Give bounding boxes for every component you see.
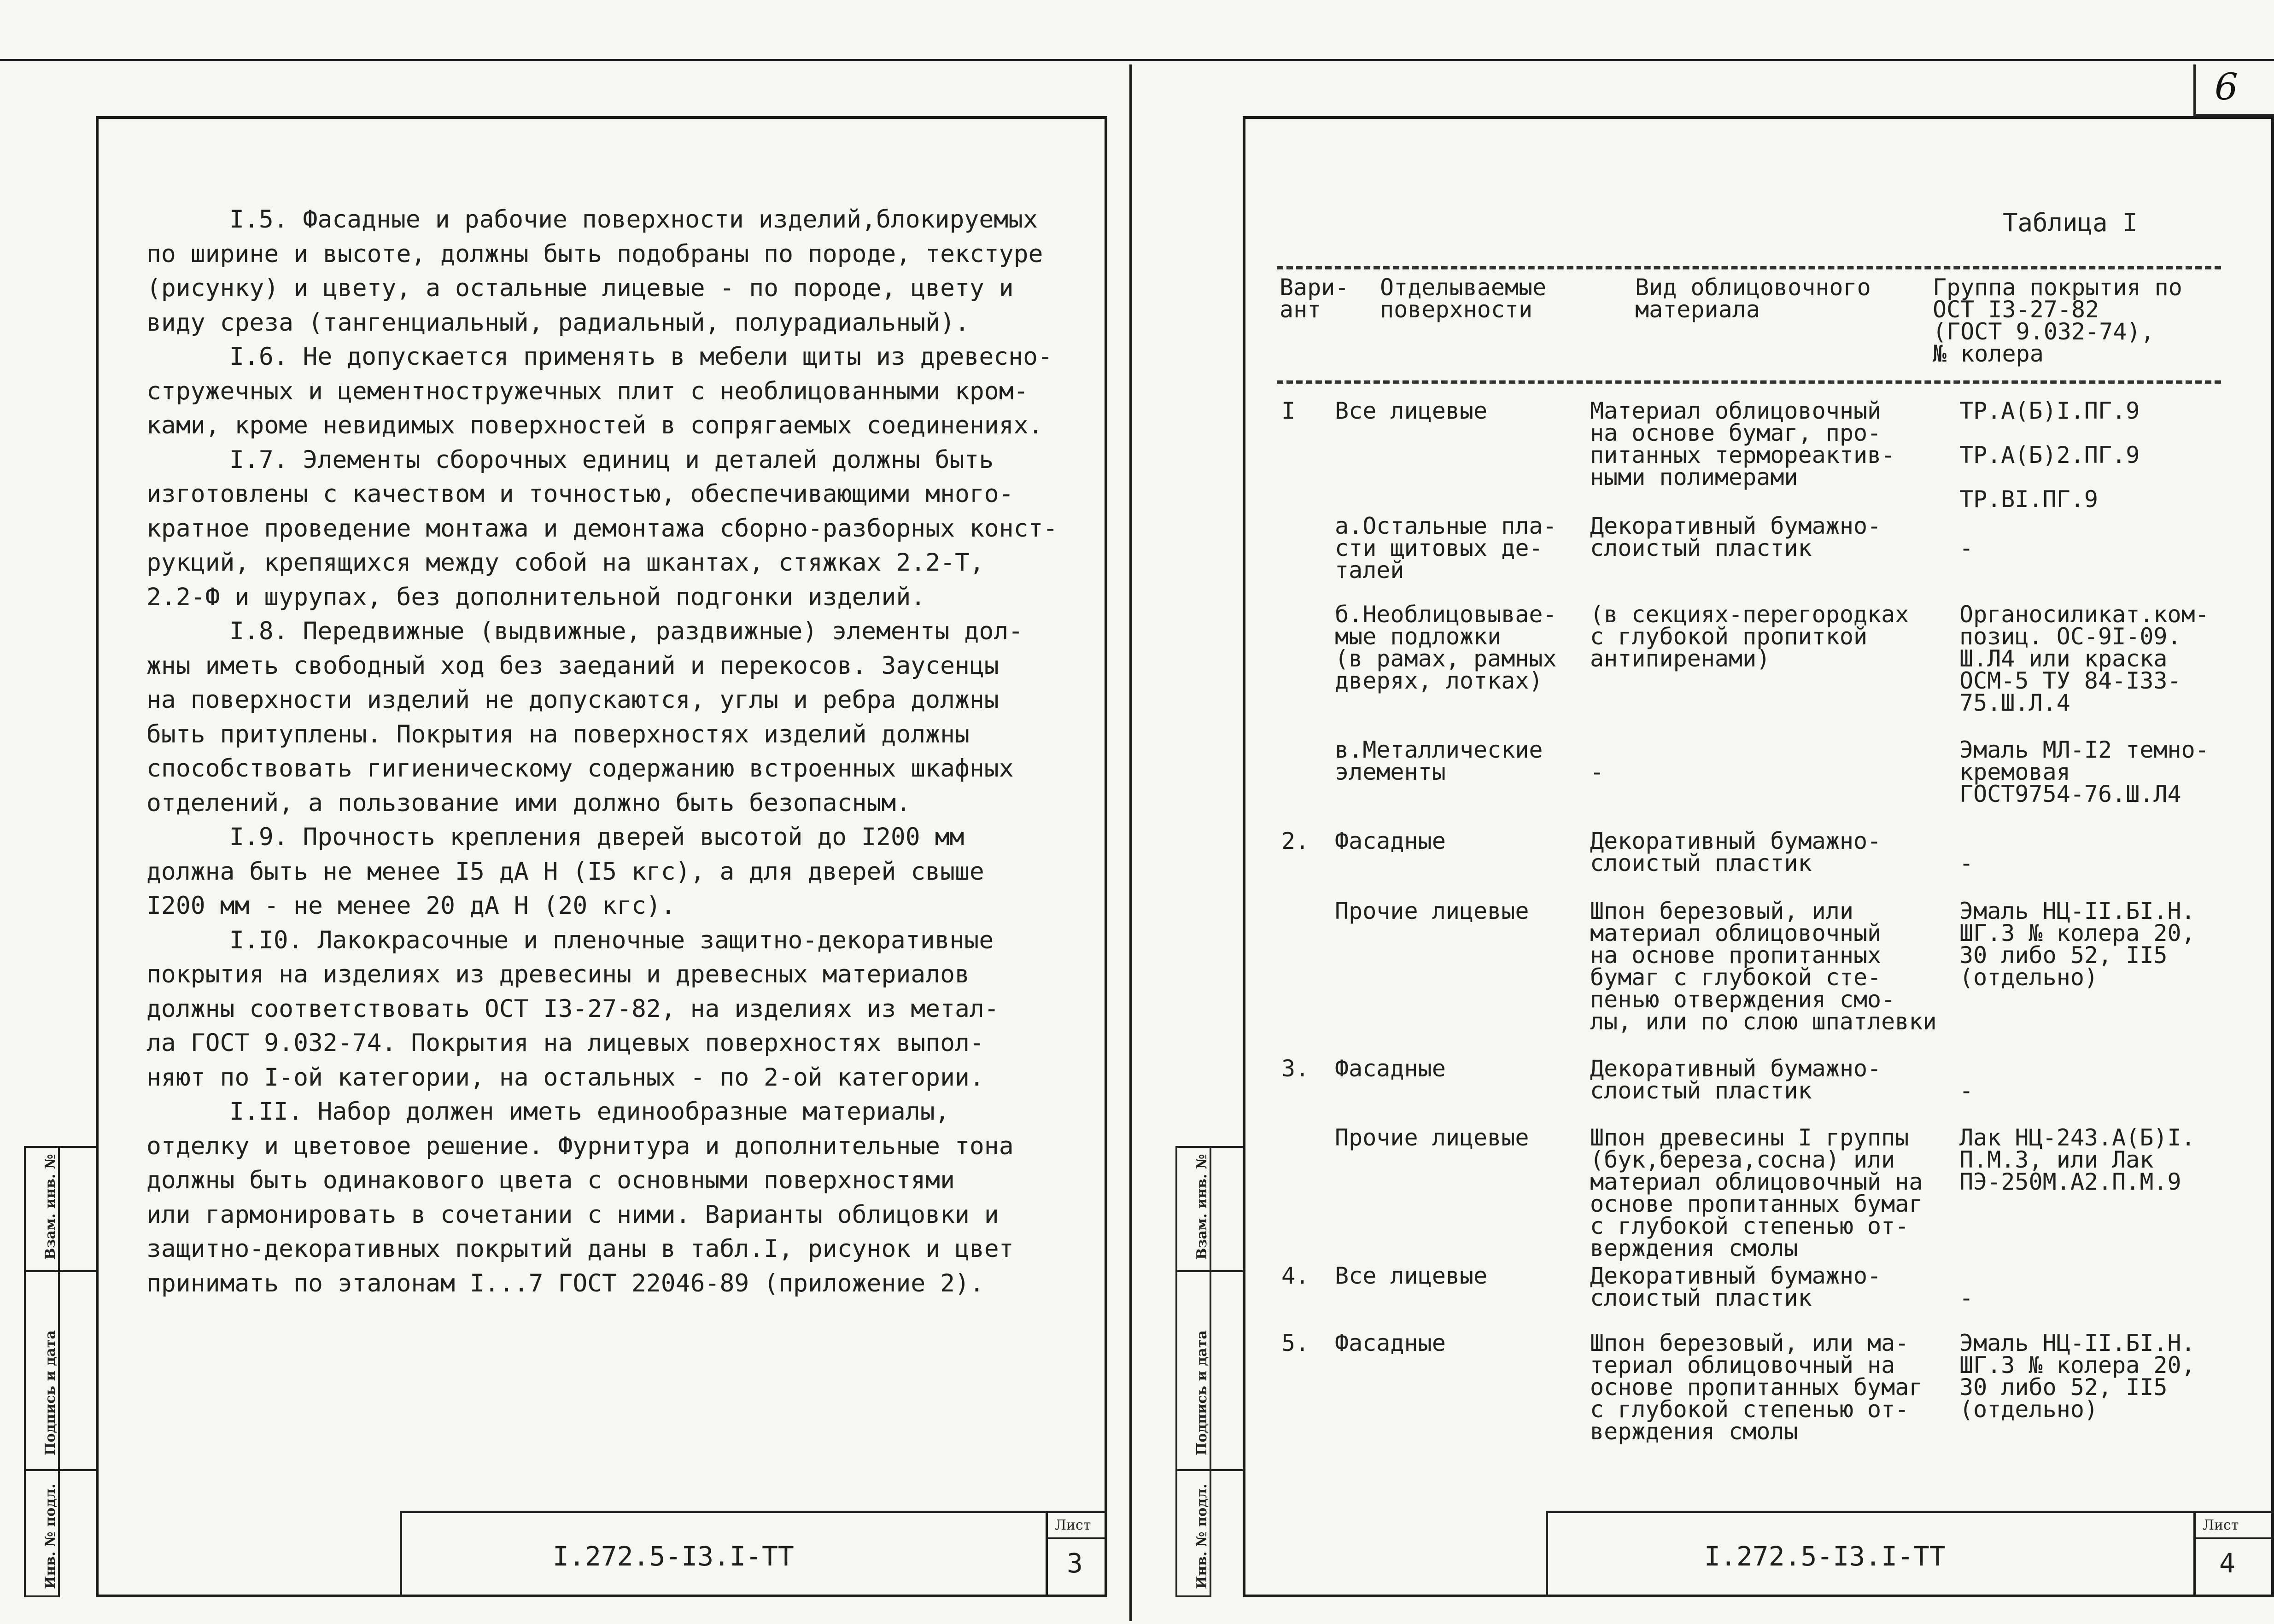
paragraph-line: должны быть одинакового цвета с основными поверхностями — [146, 1166, 955, 1194]
table-cell-material: Шпон березовый, или ма- териал облицовочный на основе пропитанных бумаг с глубокой степенью от- верждения смолы — [1590, 1330, 1923, 1445]
table-cell-coating: - — [1959, 1285, 1974, 1311]
left-sheet-number: 3 — [1067, 1548, 1083, 1579]
table-cell-coating: - — [1959, 850, 1974, 876]
paragraph-line: изготовлены с качеством и точностью, обеспечивающими много- — [146, 480, 1014, 508]
right-title-divider — [2193, 1511, 2196, 1597]
paragraph-line: рукций, крепящихся между собой на шкантах, стяжках 2.2-Т, — [146, 549, 984, 577]
right-stamp-label-replace-inv: Взам. инв. № — [1194, 1154, 1210, 1260]
paragraph-line: должны соответствовать ОСТ I3-27-82, на изделиях из метал- — [146, 994, 999, 1023]
paragraph-first-line: I.5. Фасадные и рабочие поверхности изделий,блокируемых — [229, 205, 1038, 234]
paragraph-line: на поверхности изделий не допускаются, углы и ребра должны — [146, 686, 999, 714]
paragraph-line: стружечных и цементностружечных плит с необлицованными кром- — [146, 377, 1029, 405]
stamp-label-signature-date: Подпись и дата — [42, 1330, 58, 1455]
table-cell-coating: Лак НЦ-243.А(Б)I. П.М.3, или Лак ПЭ-250М.А2.П.М.9 — [1959, 1124, 2195, 1195]
left-stamp-divider — [24, 1270, 96, 1272]
table-cell-surfaces: Все лицевые — [1335, 397, 1488, 424]
left-sheet-label: Лист — [1055, 1517, 1091, 1533]
table-cell-variant: 2. — [1281, 828, 1309, 854]
table-cell-surfaces: Все лицевые — [1335, 1262, 1488, 1289]
paragraph-first-line: I.I0. Лакокрасочные и пленочные защитно-декоративные — [229, 926, 994, 954]
paragraph-line: отделений, а пользование ими должно быть безопасным. — [146, 789, 911, 817]
right-stamp-divider — [1175, 1469, 1243, 1471]
paragraph-line: принимать по эталонам I...7 ГОСТ 22046-89 (приложение 2). — [146, 1269, 984, 1297]
left-title-divider — [1046, 1511, 1048, 1597]
paragraph-line: или гармонировать в сочетании с ними. Варианты облицовки и — [146, 1200, 999, 1229]
table-cell-surfaces: Фасадные — [1335, 1330, 1446, 1356]
paragraph-line: жны иметь свободный ход без заеданий и перекосов. Заусенцы — [146, 651, 999, 680]
table-cell-surfaces: Прочие лицевые — [1335, 898, 1529, 924]
paragraph-first-line: I.7. Элементы сборочных единиц и деталей должны быть — [229, 445, 994, 474]
table-cell-material: Материал облицовочный на основе бумаг, про- питанных термореактив- ными полимерами — [1590, 397, 1895, 491]
header-variant: Вари- ант — [1280, 274, 1349, 323]
table-cell-surfaces: б.Необлицовывае- мые подложки (в рамах, рамных дверях, лотках) — [1335, 601, 1557, 694]
center-fold-line — [1129, 64, 1132, 1621]
table-cell-variant: 5. — [1281, 1330, 1309, 1356]
header-material: Вид облицовочного материала — [1635, 274, 1871, 323]
right-doc-code: I.272.5-I3.I-TT — [1704, 1541, 1946, 1572]
table-cell-variant: 4. — [1281, 1262, 1309, 1289]
table-cell-material: Шпон березовый, или материал облицовочный на основе пропитанных бумаг с глубокой сте- пенью отверждения смо- лы, или по слою шпатлевки — [1590, 898, 1937, 1035]
right-sheet-number: 4 — [2219, 1548, 2235, 1579]
paragraph-line: (рисунку) и цвету, а остальные лицевые - по породе, цвету и — [146, 274, 1014, 302]
table-cell-coating: ТР.А(Б)I.ПГ.9 ТР.А(Б)2.ПГ.9 ТР.ВI.ПГ.9 — [1959, 397, 2140, 513]
table-header-top-rule — [1277, 266, 2221, 269]
paragraph-line: виду среза (тангенциальный, радиальный, полурадиальный). — [146, 308, 970, 337]
paragraph-line: по ширине и высоте, должны быть подобраны по породе, текстуре — [146, 240, 1043, 268]
top-rule — [0, 59, 2274, 61]
paragraph-line: няют по I-ой категории, на остальных - по 2-ой категории. — [146, 1063, 984, 1092]
right-stamp-divider — [1175, 1270, 1243, 1272]
stamp-label-orig-inv: Инв. № подл. — [42, 1484, 58, 1589]
table-cell-coating: Органосиликат.ком- позиц. ОС-9I-09. Ш.Л4 или краска ОСМ-5 ТУ 84-I33- 75.Ш.Л.4 — [1959, 601, 2209, 716]
table-cell-variant: 3. — [1281, 1055, 1309, 1082]
page-number: 6 — [2215, 65, 2238, 108]
paragraph-first-line: I.9. Прочность крепления дверей высотой до I200 мм — [229, 823, 965, 851]
table-cell-coating: Эмаль МЛ-I2 темно- кремовая ГОСТ9754-76.Ш.Л4 — [1959, 736, 2209, 807]
stamp-label-replace-inv: Взам. инв. № — [42, 1154, 58, 1260]
paragraph-line: кратное проведение монтажа и демонтажа сборно-разборных конст- — [146, 514, 1058, 543]
table-cell-material: - — [1590, 759, 1604, 785]
table-cell-material: Декоративный бумажно- слоистый пластик — [1590, 1055, 1882, 1104]
paragraph-first-line: I.6. Не допускается применять в мебели щиты из древесно- — [229, 343, 1052, 371]
table-cell-surfaces: Прочие лицевые — [1335, 1124, 1529, 1151]
paragraph-line: I200 мм - не менее 20 дА Н (20 кгс). — [146, 892, 676, 920]
paragraph-line: отделку и цветовое решение. Фурнитура и дополнительные тона — [146, 1132, 1014, 1160]
paragraph-first-line: I.8. Передвижные (выдвижные, раздвижные) элементы дол- — [229, 617, 1023, 645]
left-title-divider — [1046, 1537, 1107, 1539]
paragraph-line: ла ГОСТ 9.032-74. Покрытия на лицевых поверхностях выпол- — [146, 1029, 984, 1057]
paragraph-line: покрытия на изделиях из древесины и древесных материалов — [146, 960, 970, 988]
table-cell-surfaces: Фасадные — [1335, 828, 1446, 854]
right-stamp-label-orig-inv: Инв. № подл. — [1194, 1484, 1210, 1589]
table-cell-coating: Эмаль НЦ-II.БI.Н. ШГ.3 № колера 20, 30 либо 52, II5 (отдельно) — [1959, 1330, 2195, 1423]
paragraph-line: защитно-декоративных покрытий даны в табл.I, рисунок и цвет — [146, 1235, 1014, 1263]
table-cell-surfaces: Фасадные — [1335, 1055, 1446, 1082]
paragraph-line: способствовать гигиеническому содержанию встроенных шкафных — [146, 754, 1014, 783]
table-cell-surfaces: в.Металлические элементы — [1335, 736, 1543, 785]
right-stamp-label-signature-date: Подпись и дата — [1194, 1330, 1210, 1455]
table-header-bottom-rule — [1277, 380, 2221, 384]
left-stamp-divider — [24, 1146, 96, 1148]
paragraph-line: 2.2-Ф и шурупах, без дополнительной подгонки изделий. — [146, 583, 926, 611]
table-cell-coating: - — [1959, 535, 1974, 561]
table-cell-surfaces: а.Остальные пла- сти щитовых де- талей — [1335, 513, 1557, 584]
right-stamp-divider — [1175, 1146, 1243, 1148]
table-cell-material: Декоративный бумажно- слоистый пластик — [1590, 1262, 1882, 1311]
paragraph-line: быть притуплены. Покрытия на поверхностях изделий должны — [146, 720, 970, 748]
paragraph-line: ками, кроме невидимых поверхностей в сопрягаемых соединениях. — [146, 411, 1043, 439]
header-coating: Группа покрытия по ОСТ I3-27-82 (ГОСТ 9.032-74), № колера — [1933, 274, 2182, 367]
left-stamp-divider — [24, 1469, 96, 1471]
right-title-divider — [2193, 1537, 2274, 1539]
table-cell-material: Декоративный бумажно- слоистый пластик — [1590, 513, 1882, 561]
table-cell-material: Шпон древесины I группы (бук,береза,сосна) или материал облицовочный на основе пропитанных бумаг с глубокой степенью от- верждения смолы — [1590, 1124, 1923, 1262]
left-doc-code: I.272.5-I3.I-TT — [553, 1541, 794, 1572]
table-cell-coating: Эмаль НЦ-II.БI.Н. ШГ.3 № колера 20, 30 либо 52, II5 (отдельно) — [1959, 898, 2195, 991]
table-cell-coating: - — [1959, 1077, 1974, 1104]
header-surfaces: Отделываемые поверхности — [1380, 274, 1547, 323]
paragraph-first-line: I.II. Набор должен иметь единообразные материалы, — [229, 1098, 950, 1126]
table-cell-material: (в секциях-перегородках с глубокой пропиткой антипиренами) — [1590, 601, 1909, 672]
table-cell-variant: I — [1281, 397, 1296, 424]
table-title: Таблица I — [2003, 208, 2138, 237]
paragraph-line: должна быть не менее I5 дА Н (I5 кгс), а для дверей свыше — [146, 857, 984, 886]
left-page-body — [146, 203, 1058, 1301]
table-cell-material: Декоративный бумажно- слоистый пластик — [1590, 828, 1882, 876]
right-sheet-label: Лист — [2203, 1517, 2239, 1533]
